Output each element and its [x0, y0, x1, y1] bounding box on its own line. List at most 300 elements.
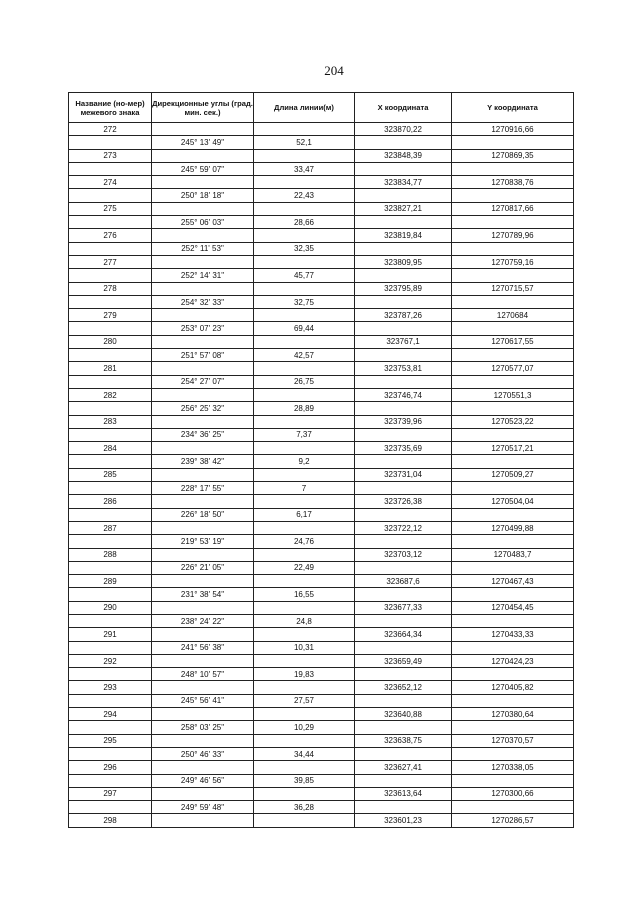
empty-cell — [452, 721, 574, 734]
mark-name-cell: 272 — [69, 123, 152, 136]
empty-cell — [254, 149, 355, 162]
x-coordinate-cell: 323834,77 — [355, 176, 452, 189]
direction-angle-cell: 258° 03' 25" — [152, 721, 254, 734]
empty-cell — [69, 641, 152, 654]
mark-name-cell: 297 — [69, 787, 152, 800]
empty-cell — [452, 747, 574, 760]
line-length-cell: 52,1 — [254, 136, 355, 149]
empty-cell — [254, 787, 355, 800]
table-row-segment — [69, 774, 574, 787]
empty-cell — [355, 189, 452, 202]
mark-name-cell: 286 — [69, 495, 152, 508]
direction-angle-cell: 255° 06' 03" — [152, 216, 254, 229]
table-row-segment — [69, 747, 574, 760]
x-coordinate-cell: 323827,21 — [355, 202, 452, 215]
empty-cell — [152, 468, 254, 481]
empty-cell — [355, 614, 452, 627]
y-coordinate-cell: 1270433,33 — [452, 628, 574, 641]
empty-cell — [355, 216, 452, 229]
empty-cell — [355, 694, 452, 707]
line-length-cell: 24,8 — [254, 614, 355, 627]
table-row-point — [69, 681, 574, 694]
table-row-point — [69, 415, 574, 428]
direction-angle-cell: 226° 21' 05" — [152, 561, 254, 574]
mark-name-cell: 290 — [69, 601, 152, 614]
direction-angle-cell: 250° 18' 18" — [152, 189, 254, 202]
line-length-cell: 28,89 — [254, 402, 355, 415]
y-coordinate-cell: 1270483,7 — [452, 548, 574, 561]
y-coordinate-cell: 1270405,82 — [452, 681, 574, 694]
y-coordinate-cell: 1270300,66 — [452, 787, 574, 800]
empty-cell — [254, 309, 355, 322]
direction-angle-cell: 238° 24' 22" — [152, 614, 254, 627]
header-line-length: Длина линии(м) — [254, 93, 355, 123]
mark-name-cell: 291 — [69, 628, 152, 641]
table-row-point — [69, 335, 574, 348]
x-coordinate-cell: 323726,38 — [355, 495, 452, 508]
x-coordinate-cell: 323638,75 — [355, 734, 452, 747]
table-row-point — [69, 734, 574, 747]
x-coordinate-cell: 323722,12 — [355, 521, 452, 534]
empty-cell — [452, 136, 574, 149]
empty-cell — [152, 362, 254, 375]
mark-name-cell: 294 — [69, 708, 152, 721]
empty-cell — [355, 322, 452, 335]
empty-cell — [152, 123, 254, 136]
mark-name-cell: 281 — [69, 362, 152, 375]
mark-name-cell: 283 — [69, 415, 152, 428]
mark-name-cell: 274 — [69, 176, 152, 189]
line-length-cell: 33,47 — [254, 162, 355, 175]
table-row-point — [69, 309, 574, 322]
empty-cell — [69, 269, 152, 282]
x-coordinate-cell: 323601,23 — [355, 814, 452, 827]
x-coordinate-cell: 323735,69 — [355, 442, 452, 455]
direction-angle-cell: 253° 07' 23" — [152, 322, 254, 335]
line-length-cell: 27,57 — [254, 694, 355, 707]
line-length-cell: 7 — [254, 482, 355, 495]
empty-cell — [152, 787, 254, 800]
empty-cell — [152, 601, 254, 614]
empty-cell — [152, 761, 254, 774]
y-coordinate-cell: 1270684 — [452, 309, 574, 322]
x-coordinate-cell: 323664,34 — [355, 628, 452, 641]
empty-cell — [355, 402, 452, 415]
direction-angle-cell: 248° 10' 57" — [152, 668, 254, 681]
line-length-cell: 19,83 — [254, 668, 355, 681]
table-row-segment — [69, 641, 574, 654]
y-coordinate-cell: 1270370,57 — [452, 734, 574, 747]
table-row-segment — [69, 375, 574, 388]
empty-cell — [355, 162, 452, 175]
table-row-segment — [69, 269, 574, 282]
empty-cell — [254, 255, 355, 268]
table-row-point — [69, 229, 574, 242]
direction-angle-cell: 228° 17' 55" — [152, 482, 254, 495]
line-length-cell: 16,55 — [254, 588, 355, 601]
line-length-cell: 28,66 — [254, 216, 355, 229]
line-length-cell: 26,75 — [254, 375, 355, 388]
y-coordinate-cell: 1270617,55 — [452, 335, 574, 348]
empty-cell — [69, 242, 152, 255]
line-length-cell: 6,17 — [254, 508, 355, 521]
empty-cell — [355, 349, 452, 362]
table-row-point — [69, 362, 574, 375]
direction-angle-cell: 234° 36' 25" — [152, 428, 254, 441]
direction-angle-cell: 250° 46' 33" — [152, 747, 254, 760]
empty-cell — [355, 721, 452, 734]
empty-cell — [152, 681, 254, 694]
x-coordinate-cell: 323627,41 — [355, 761, 452, 774]
empty-cell — [452, 349, 574, 362]
empty-cell — [452, 668, 574, 681]
table-row-point — [69, 708, 574, 721]
coordinates-table — [68, 92, 574, 828]
table-row-segment — [69, 482, 574, 495]
empty-cell — [355, 641, 452, 654]
empty-cell — [69, 482, 152, 495]
table-row-segment — [69, 136, 574, 149]
table-row-segment — [69, 561, 574, 574]
empty-cell — [69, 162, 152, 175]
empty-cell — [355, 428, 452, 441]
line-length-cell: 32,75 — [254, 295, 355, 308]
empty-cell — [355, 295, 452, 308]
y-coordinate-cell: 1270380,64 — [452, 708, 574, 721]
table-row-point — [69, 575, 574, 588]
mark-name-cell: 280 — [69, 335, 152, 348]
empty-cell — [254, 654, 355, 667]
empty-cell — [69, 668, 152, 681]
empty-cell — [69, 349, 152, 362]
x-coordinate-cell: 323795,89 — [355, 282, 452, 295]
table-body — [69, 123, 574, 828]
mark-name-cell: 282 — [69, 388, 152, 401]
direction-angle-cell: 249° 46' 56" — [152, 774, 254, 787]
header-mark-name: Название (но-мер) межевого знака — [69, 93, 152, 123]
table-row-segment — [69, 162, 574, 175]
empty-cell — [452, 242, 574, 255]
empty-cell — [355, 508, 452, 521]
mark-name-cell: 279 — [69, 309, 152, 322]
table-row-segment — [69, 295, 574, 308]
table-row-point — [69, 548, 574, 561]
x-coordinate-cell: 323746,74 — [355, 388, 452, 401]
y-coordinate-cell: 1270869,35 — [452, 149, 574, 162]
empty-cell — [69, 747, 152, 760]
y-coordinate-cell: 1270517,21 — [452, 442, 574, 455]
table-row-point — [69, 787, 574, 800]
direction-angle-cell: 226° 18' 50" — [152, 508, 254, 521]
empty-cell — [452, 561, 574, 574]
direction-angle-cell: 241° 56' 38" — [152, 641, 254, 654]
empty-cell — [69, 561, 152, 574]
empty-cell — [254, 176, 355, 189]
line-length-cell: 22,43 — [254, 189, 355, 202]
table-row-segment — [69, 694, 574, 707]
empty-cell — [152, 814, 254, 827]
table-row-segment — [69, 189, 574, 202]
mark-name-cell: 289 — [69, 575, 152, 588]
empty-cell — [254, 202, 355, 215]
table-row-segment — [69, 801, 574, 814]
empty-cell — [69, 455, 152, 468]
mark-name-cell: 273 — [69, 149, 152, 162]
mark-name-cell: 277 — [69, 255, 152, 268]
y-coordinate-cell: 1270759,16 — [452, 255, 574, 268]
y-coordinate-cell: 1270286,57 — [452, 814, 574, 827]
x-coordinate-cell: 323687,6 — [355, 575, 452, 588]
empty-cell — [69, 614, 152, 627]
direction-angle-cell: 249° 59' 48" — [152, 801, 254, 814]
table-row-point — [69, 388, 574, 401]
header-x-coordinate: X координата — [355, 93, 452, 123]
empty-cell — [152, 388, 254, 401]
empty-cell — [355, 747, 452, 760]
empty-cell — [254, 468, 355, 481]
empty-cell — [452, 162, 574, 175]
empty-cell — [254, 708, 355, 721]
empty-cell — [152, 575, 254, 588]
empty-cell — [452, 455, 574, 468]
empty-cell — [254, 282, 355, 295]
table-row-point — [69, 176, 574, 189]
x-coordinate-cell: 323703,12 — [355, 548, 452, 561]
direction-angle-cell: 245° 56' 41" — [152, 694, 254, 707]
empty-cell — [452, 216, 574, 229]
empty-cell — [452, 402, 574, 415]
empty-cell — [152, 495, 254, 508]
mark-name-cell: 296 — [69, 761, 152, 774]
empty-cell — [254, 548, 355, 561]
direction-angle-cell: 252° 14' 31" — [152, 269, 254, 282]
empty-cell — [152, 149, 254, 162]
empty-cell — [452, 588, 574, 601]
x-coordinate-cell: 323767,1 — [355, 335, 452, 348]
empty-cell — [69, 189, 152, 202]
empty-cell — [69, 535, 152, 548]
y-coordinate-cell: 1270715,57 — [452, 282, 574, 295]
y-coordinate-cell: 1270338,05 — [452, 761, 574, 774]
y-coordinate-cell: 1270916,66 — [452, 123, 574, 136]
table-row-segment — [69, 216, 574, 229]
mark-name-cell: 284 — [69, 442, 152, 455]
x-coordinate-cell: 323731,04 — [355, 468, 452, 481]
empty-cell — [254, 388, 355, 401]
empty-cell — [152, 442, 254, 455]
x-coordinate-cell: 323677,33 — [355, 601, 452, 614]
empty-cell — [152, 202, 254, 215]
empty-cell — [69, 295, 152, 308]
empty-cell — [69, 801, 152, 814]
mark-name-cell: 298 — [69, 814, 152, 827]
empty-cell — [69, 588, 152, 601]
empty-cell — [254, 814, 355, 827]
empty-cell — [152, 255, 254, 268]
line-length-cell: 39,85 — [254, 774, 355, 787]
direction-angle-cell: 256° 25' 32" — [152, 402, 254, 415]
mark-name-cell: 285 — [69, 468, 152, 481]
line-length-cell: 22,49 — [254, 561, 355, 574]
y-coordinate-cell: 1270523,22 — [452, 415, 574, 428]
empty-cell — [152, 415, 254, 428]
table-row-point — [69, 123, 574, 136]
empty-cell — [254, 628, 355, 641]
empty-cell — [69, 774, 152, 787]
empty-cell — [152, 176, 254, 189]
x-coordinate-cell: 323870,22 — [355, 123, 452, 136]
mark-name-cell: 293 — [69, 681, 152, 694]
empty-cell — [452, 428, 574, 441]
empty-cell — [355, 535, 452, 548]
empty-cell — [152, 335, 254, 348]
empty-cell — [69, 428, 152, 441]
direction-angle-cell: 239° 38' 42" — [152, 455, 254, 468]
y-coordinate-cell: 1270467,43 — [452, 575, 574, 588]
mark-name-cell: 295 — [69, 734, 152, 747]
table-row-segment — [69, 588, 574, 601]
line-length-cell: 34,44 — [254, 747, 355, 760]
empty-cell — [254, 442, 355, 455]
table-row-point — [69, 442, 574, 455]
table-row-point — [69, 495, 574, 508]
empty-cell — [452, 774, 574, 787]
y-coordinate-cell: 1270424,23 — [452, 654, 574, 667]
empty-cell — [355, 561, 452, 574]
table-row-point — [69, 521, 574, 534]
table-row-point — [69, 814, 574, 827]
empty-cell — [152, 734, 254, 747]
x-coordinate-cell: 323787,26 — [355, 309, 452, 322]
line-length-cell: 42,57 — [254, 349, 355, 362]
x-coordinate-cell: 323739,96 — [355, 415, 452, 428]
table-row-segment — [69, 349, 574, 362]
direction-angle-cell: 252° 11' 53" — [152, 242, 254, 255]
x-coordinate-cell: 323753,81 — [355, 362, 452, 375]
y-coordinate-cell: 1270789,96 — [452, 229, 574, 242]
page-number: 204 — [324, 63, 344, 78]
x-coordinate-cell: 323640,88 — [355, 708, 452, 721]
table-row-point — [69, 654, 574, 667]
direction-angle-cell: 251° 57' 08" — [152, 349, 254, 362]
x-coordinate-cell: 323652,12 — [355, 681, 452, 694]
empty-cell — [254, 734, 355, 747]
y-coordinate-cell: 1270838,76 — [452, 176, 574, 189]
table-row-point — [69, 628, 574, 641]
empty-cell — [355, 136, 452, 149]
x-coordinate-cell: 323819,84 — [355, 229, 452, 242]
table-header-row — [69, 93, 574, 123]
empty-cell — [152, 548, 254, 561]
table-row-segment — [69, 668, 574, 681]
y-coordinate-cell: 1270551,3 — [452, 388, 574, 401]
empty-cell — [69, 322, 152, 335]
empty-cell — [452, 375, 574, 388]
table-row-segment — [69, 535, 574, 548]
empty-cell — [152, 282, 254, 295]
direction-angle-cell: 219° 53' 19" — [152, 535, 254, 548]
line-length-cell: 36,28 — [254, 801, 355, 814]
line-length-cell: 9,2 — [254, 455, 355, 468]
table-row-point — [69, 601, 574, 614]
table-row-segment — [69, 428, 574, 441]
empty-cell — [254, 123, 355, 136]
empty-cell — [254, 362, 355, 375]
empty-cell — [254, 335, 355, 348]
line-length-cell: 10,31 — [254, 641, 355, 654]
empty-cell — [152, 309, 254, 322]
empty-cell — [452, 641, 574, 654]
empty-cell — [152, 628, 254, 641]
empty-cell — [452, 694, 574, 707]
empty-cell — [355, 774, 452, 787]
empty-cell — [254, 681, 355, 694]
empty-cell — [452, 535, 574, 548]
mark-name-cell: 287 — [69, 521, 152, 534]
empty-cell — [69, 402, 152, 415]
table-row-segment — [69, 455, 574, 468]
empty-cell — [355, 455, 452, 468]
y-coordinate-cell: 1270817,66 — [452, 202, 574, 215]
empty-cell — [69, 136, 152, 149]
empty-cell — [355, 801, 452, 814]
line-length-cell: 69,44 — [254, 322, 355, 335]
empty-cell — [355, 588, 452, 601]
mark-name-cell: 292 — [69, 654, 152, 667]
mark-name-cell: 288 — [69, 548, 152, 561]
empty-cell — [69, 375, 152, 388]
empty-cell — [355, 242, 452, 255]
table-row-segment — [69, 242, 574, 255]
empty-cell — [152, 708, 254, 721]
empty-cell — [254, 601, 355, 614]
y-coordinate-cell: 1270454,45 — [452, 601, 574, 614]
y-coordinate-cell: 1270504,04 — [452, 495, 574, 508]
empty-cell — [452, 482, 574, 495]
empty-cell — [452, 269, 574, 282]
x-coordinate-cell: 323848,39 — [355, 149, 452, 162]
x-coordinate-cell: 323613,64 — [355, 787, 452, 800]
table-row-point — [69, 761, 574, 774]
empty-cell — [355, 269, 452, 282]
mark-name-cell: 275 — [69, 202, 152, 215]
empty-cell — [452, 295, 574, 308]
empty-cell — [152, 521, 254, 534]
empty-cell — [69, 508, 152, 521]
x-coordinate-cell: 323809,95 — [355, 255, 452, 268]
empty-cell — [69, 694, 152, 707]
table-row-segment — [69, 614, 574, 627]
empty-cell — [254, 761, 355, 774]
table-row-segment — [69, 508, 574, 521]
empty-cell — [254, 495, 355, 508]
line-length-cell: 45,77 — [254, 269, 355, 282]
direction-angle-cell: 231° 38' 54" — [152, 588, 254, 601]
mark-name-cell: 278 — [69, 282, 152, 295]
header-direction-angle: Дирекционные углы (град. мин. сек.) — [152, 93, 254, 123]
empty-cell — [355, 375, 452, 388]
line-length-cell: 32,35 — [254, 242, 355, 255]
table-row-point — [69, 468, 574, 481]
empty-cell — [254, 521, 355, 534]
direction-angle-cell: 245° 13' 49" — [152, 136, 254, 149]
direction-angle-cell: 254° 32' 33" — [152, 295, 254, 308]
table-row-point — [69, 202, 574, 215]
empty-cell — [254, 575, 355, 588]
empty-cell — [355, 482, 452, 495]
empty-cell — [452, 801, 574, 814]
table-row-segment — [69, 322, 574, 335]
